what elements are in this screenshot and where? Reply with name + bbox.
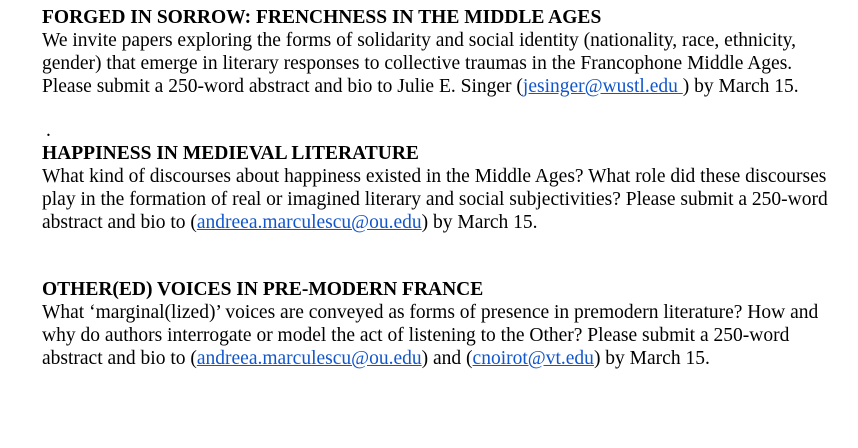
email-link-marculescu[interactable]: andreea.marculescu@ou.edu bbox=[196, 212, 422, 233]
document-page bbox=[42, 6, 832, 370]
description-text-end: ) by March 15. bbox=[682, 76, 799, 97]
description-text: What kind of discourses about happiness existed in the Middle Ages? What role did these discourses play in the formation of real or imagined literary and social subjectivities? Please submit a 250-word abstract and bio to ( bbox=[42, 166, 828, 233]
section-description bbox=[42, 29, 832, 98]
cfp-section-forged-in-sorrow bbox=[42, 6, 832, 98]
section-description bbox=[42, 165, 832, 234]
description-text-end: ) by March 15. bbox=[593, 348, 710, 369]
separator-dot: . bbox=[46, 120, 51, 141]
section-title: OTHER(ED) VOICES IN PRE-MODERN FRANCE bbox=[42, 279, 484, 300]
cfp-section-happiness bbox=[42, 142, 832, 234]
cfp-section-othered-voices bbox=[42, 278, 832, 370]
description-text: We invite papers exploring the forms of solidarity and social identity (nationality, race, ethnicity, gender) that emerge in literary responses to collective traumas in the Francophone Middle Ages. Please submit a 250-word abstract and bio to Julie E. Singer ( bbox=[42, 30, 797, 97]
description-text-middle: ) and ( bbox=[421, 348, 473, 369]
email-link-jesinger[interactable]: jesinger@wustl.edu bbox=[522, 76, 683, 97]
section-title: HAPPINESS IN MEDIEVAL LITERATURE bbox=[42, 143, 419, 164]
email-link-cnoirot[interactable]: cnoirot@vt.edu bbox=[472, 348, 594, 369]
description-text-end: ) by March 15. bbox=[421, 212, 538, 233]
email-link-marculescu[interactable]: andreea.marculescu@ou.edu bbox=[196, 348, 422, 369]
section-description bbox=[42, 301, 832, 370]
section-title: FORGED IN SORROW: FRENCHNESS IN THE MIDDLE AGES bbox=[42, 7, 602, 28]
description-text: What ‘marginal(lized)’ voices are conveyed as forms of presence in premodern literature? How and why do authors interrogate or model the act of listening to the Other? Please submit a 250-word abstract and bio to ( bbox=[42, 302, 819, 369]
